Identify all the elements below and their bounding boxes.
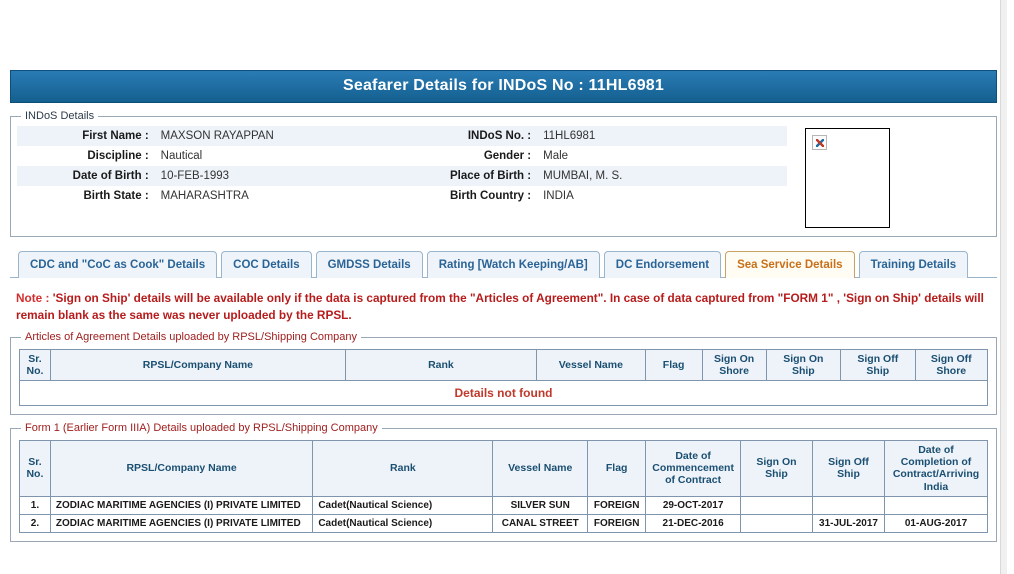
indos-details-table xyxy=(17,126,787,206)
col-date-completion: Date of Completion of Contract/Arriving India xyxy=(885,441,988,496)
cell-flag: FOREIGN xyxy=(588,514,646,532)
cell-sr-no: 2. xyxy=(20,514,51,532)
form1-table-wrapper xyxy=(17,438,990,532)
vertical-scrollbar[interactable] xyxy=(1000,0,1007,574)
col-sr-no: Sr. No. xyxy=(20,350,51,381)
birth-state-value: MAHARASHTRA xyxy=(155,186,405,206)
indos-details-body xyxy=(17,126,990,228)
cell-vessel-name: SILVER SUN xyxy=(493,496,588,514)
col-vessel-name: Vessel Name xyxy=(493,441,588,496)
cell-sign-on-ship xyxy=(740,514,812,532)
table-row xyxy=(17,166,787,186)
form1-section xyxy=(10,422,997,541)
cell-date-completion xyxy=(885,496,988,514)
form1-legend: Form 1 (Earlier Form IIIA) Details uploaded by RPSL/Shipping Company xyxy=(25,422,378,435)
cell-sr-no: 1. xyxy=(20,496,51,514)
sea-service-note xyxy=(16,290,991,324)
indos-details-legend: INDoS Details xyxy=(25,110,95,122)
note-prefix: Note : xyxy=(16,291,50,305)
col-sr-no: Sr. No. xyxy=(20,441,51,496)
cell-date-commencement: 21-DEC-2016 xyxy=(646,514,741,532)
tab-gmdss-details[interactable]: GMDSS Details xyxy=(316,251,423,278)
cell-sign-on-ship xyxy=(740,496,812,514)
table-row xyxy=(17,186,787,206)
gender-label: Gender : xyxy=(405,146,538,166)
gender-value: Male xyxy=(537,146,787,166)
col-date-commencement: Date of Commencement of Contract xyxy=(646,441,741,496)
col-company-name: RPSL/Company Name xyxy=(51,350,346,381)
cell-flag: FOREIGN xyxy=(588,496,646,514)
table-header-row xyxy=(20,441,988,496)
page-title: Seafarer Details for INDoS No : 11HL6981 xyxy=(10,70,997,103)
cell-date-completion: 01-AUG-2017 xyxy=(885,514,988,532)
table-header-row xyxy=(20,350,988,381)
discipline-value: Nautical xyxy=(155,146,405,166)
tab-bar xyxy=(10,251,997,278)
dob-value: 10-FEB-1993 xyxy=(155,166,405,186)
place-of-birth-value: MUMBAI, M. S. xyxy=(537,166,787,186)
table-row xyxy=(20,381,988,406)
col-sign-on-shore: Sign On Shore xyxy=(702,350,766,381)
dob-label: Date of Birth : xyxy=(17,166,155,186)
birth-country-value: INDIA xyxy=(537,186,787,206)
table-row xyxy=(17,126,787,146)
indos-details-section xyxy=(10,110,997,237)
cell-company-name: ZODIAC MARITIME AGENCIES (I) PRIVATE LIMITED xyxy=(50,514,312,532)
tab-rating-watch-keeping[interactable]: Rating [Watch Keeping/AB] xyxy=(427,251,600,278)
col-flag: Flag xyxy=(588,441,646,496)
indos-no-label: INDoS No. : xyxy=(405,126,538,146)
cell-rank: Cadet(Nautical Science) xyxy=(313,514,493,532)
col-sign-on-ship: Sign On Ship xyxy=(740,441,812,496)
tab-training-details[interactable]: Training Details xyxy=(859,251,969,278)
tab-dc-endorsement[interactable]: DC Endorsement xyxy=(604,251,721,278)
seafarer-photo xyxy=(805,128,890,228)
tab-coc-details[interactable]: COC Details xyxy=(221,251,311,278)
col-sign-off-ship: Sign Off Ship xyxy=(812,441,884,496)
discipline-label: Discipline : xyxy=(17,146,155,166)
form1-table xyxy=(19,440,988,532)
col-rank: Rank xyxy=(313,441,493,496)
col-sign-on-ship: Sign On Ship xyxy=(766,350,840,381)
broken-image-icon xyxy=(812,135,827,150)
cell-date-commencement: 29-OCT-2017 xyxy=(646,496,741,514)
birth-state-label: Birth State : xyxy=(17,186,155,206)
col-sign-off-ship: Sign Off Ship xyxy=(841,350,915,381)
col-company-name: RPSL/Company Name xyxy=(50,441,312,496)
place-of-birth-label: Place of Birth : xyxy=(405,166,538,186)
col-flag: Flag xyxy=(645,350,702,381)
articles-empty-message: Details not found xyxy=(20,381,988,406)
cell-sign-off-ship: 31-JUL-2017 xyxy=(812,514,884,532)
tab-cdc-coc-as-cook[interactable]: CDC and "CoC as Cook" Details xyxy=(18,251,217,278)
table-row xyxy=(20,496,988,514)
cell-company-name: ZODIAC MARITIME AGENCIES (I) PRIVATE LIMITED xyxy=(50,496,312,514)
first-name-label: First Name : xyxy=(17,126,155,146)
articles-table-wrapper xyxy=(17,347,990,406)
indos-no-value: 11HL6981 xyxy=(537,126,787,146)
content-wrapper xyxy=(0,70,1007,542)
articles-of-agreement-section xyxy=(10,331,997,415)
articles-of-agreement-table xyxy=(19,349,988,406)
articles-of-agreement-legend: Articles of Agreement Details uploaded by RPSL/Shipping Company xyxy=(25,331,358,344)
top-spacer xyxy=(0,0,1007,70)
cell-rank: Cadet(Nautical Science) xyxy=(313,496,493,514)
birth-country-label: Birth Country : xyxy=(405,186,538,206)
cell-vessel-name: CANAL STREET xyxy=(493,514,588,532)
tab-sea-service-details[interactable]: Sea Service Details xyxy=(725,251,855,278)
table-row xyxy=(17,146,787,166)
col-vessel-name: Vessel Name xyxy=(537,350,646,381)
col-rank: Rank xyxy=(345,350,536,381)
col-sign-off-shore: Sign Off Shore xyxy=(915,350,987,381)
cell-sign-off-ship xyxy=(812,496,884,514)
first-name-value: MAXSON RAYAPPAN xyxy=(155,126,405,146)
note-text: 'Sign on Ship' details will be available only if the data is captured from the "Articles of Agreement". In case of data captured from "FORM 1" , 'Sign on Ship' details will remain blank as the same was never uploaded by the RPSL. xyxy=(16,291,984,323)
table-row xyxy=(20,514,988,532)
